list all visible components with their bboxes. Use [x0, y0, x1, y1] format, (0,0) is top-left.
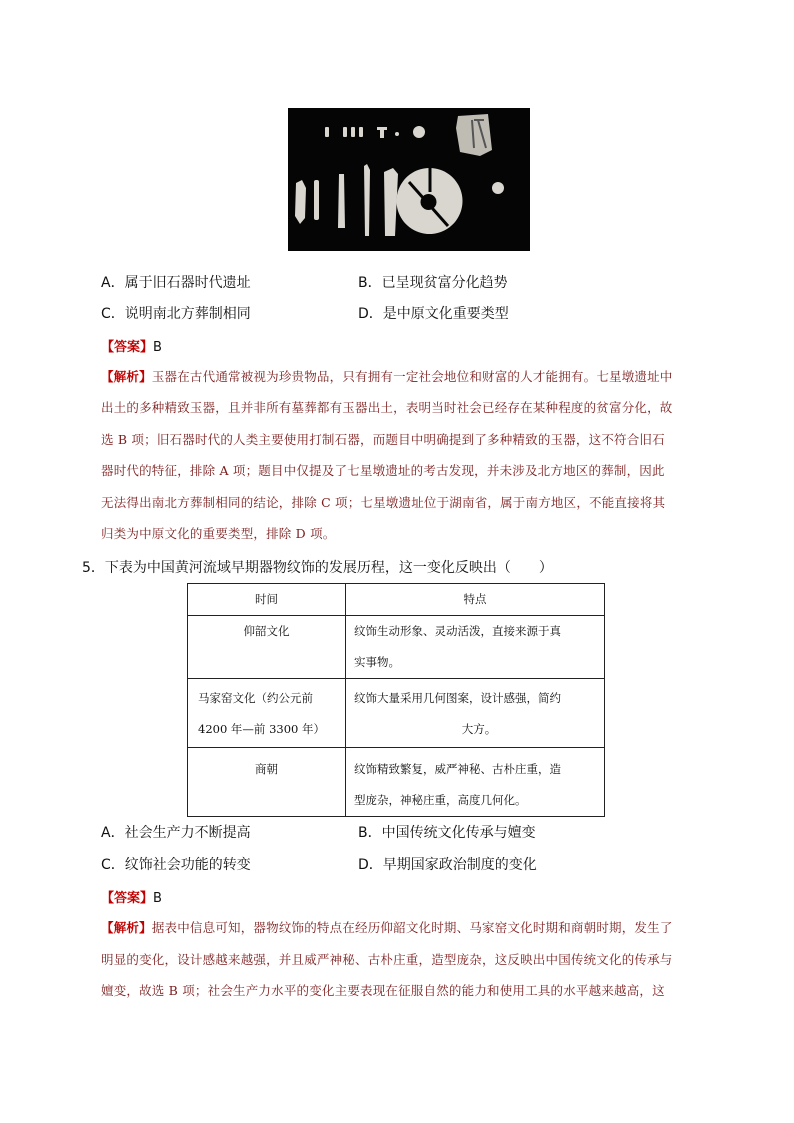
q5-option-b: B．中国传统文化传承与嬗变 — [358, 825, 536, 841]
q4-analysis-line-2: 出土的多种精致玉器，且并非所有墓葬都有玉器出土，表明当时社会已经存在某种程度的贫富分化，故 — [101, 400, 673, 415]
jade-artifacts-image — [288, 108, 530, 251]
q5-option-d: D．早期国家政治制度的变化 — [358, 857, 537, 873]
analysis-tag: 【解析】 — [101, 920, 152, 935]
table-cell-period: 马家窑文化（约公元前 4200 年—前 3300 年） — [188, 679, 346, 748]
answer-value: B — [153, 340, 162, 355]
q4-analysis-line-4: 器时代的特征，排除 A 项；题目中仅提及了七星墩遗址的考古发现，并未涉及北方地区的葬制，因此 — [101, 463, 665, 478]
q4-analysis-line-6: 归类为中原文化的重要类型，排除 D 项。 — [101, 526, 336, 541]
q4-answer — [101, 336, 162, 355]
table-cell-period: 仰韶文化 — [188, 616, 346, 679]
q4-option-c: C．说明南北方葬制相同 — [101, 306, 251, 322]
table-header-feature: 特点 — [346, 584, 605, 616]
q5-stem: 5．下表为中国黄河流域早期器物纹饰的发展历程，这一变化反映出（ ） — [82, 560, 553, 576]
table-row — [188, 616, 605, 679]
q5-table — [187, 583, 605, 817]
table-cell-feature: 纹饰精致繁复，威严神秘、古朴庄重，造 型庞杂，神秘庄重，高度几何化。 — [346, 748, 605, 817]
q4-option-a: A．属于旧石器时代遗址 — [101, 275, 251, 291]
table-header-period: 时间 — [188, 584, 346, 616]
q4-analysis-line-3: 选 B 项；旧石器时代的人类主要使用打制石器，而题目中明确提到了多种精致的玉器，这不符合旧石 — [101, 432, 665, 447]
q4-option-d: D．是中原文化重要类型 — [358, 306, 509, 322]
q5-option-c: C．纹饰社会功能的转变 — [101, 857, 251, 873]
table-row — [188, 748, 605, 817]
q5-option-a: A．社会生产力不断提高 — [101, 825, 251, 841]
q5-answer — [101, 887, 162, 906]
table-cell-feature: 纹饰生动形象、灵动活泼，直接来源于真 实事物。 — [346, 616, 605, 679]
table-cell-period: 商朝 — [188, 748, 346, 817]
table-cell-feature: 纹饰大量采用几何图案，设计感强，简约 大方。 — [346, 679, 605, 748]
q5-analysis-line-1: 【解析】据表中信息可知，器物纹饰的特点在经历仰韶文化时期、马家窑文化时期和商朝时期，发生了 — [101, 920, 673, 935]
answer-tag: 【答案】 — [101, 340, 154, 355]
answer-tag: 【答案】 — [101, 891, 154, 906]
table-header-row — [188, 584, 605, 616]
q5-analysis-line-2: 明显的变化，设计感越来越强，并且威严神秘、古朴庄重，造型庞杂，这反映出中国传统文化的传承与 — [101, 952, 673, 967]
answer-value: B — [153, 891, 162, 906]
q4-analysis-line-5: 无法得出南北方葬制相同的结论，排除 C 项；七星墩遗址位于湖南省，属于南方地区，不能直接将其 — [101, 495, 666, 510]
artifact-photo — [288, 108, 530, 251]
table-row — [188, 679, 605, 748]
q4-option-b: B．已呈现贫富分化趋势 — [358, 275, 508, 291]
q5-analysis-line-3: 嬗变，故选 B 项；社会生产力水平的变化主要表现在征服自然的能力和使用工具的水平越来越高，这 — [101, 983, 665, 998]
analysis-tag: 【解析】 — [101, 369, 152, 384]
q4-analysis-line-1: 【解析】玉器在古代通常被视为珍贵物品，只有拥有一定社会地位和财富的人才能拥有。七星墩遗址中 — [101, 369, 673, 384]
